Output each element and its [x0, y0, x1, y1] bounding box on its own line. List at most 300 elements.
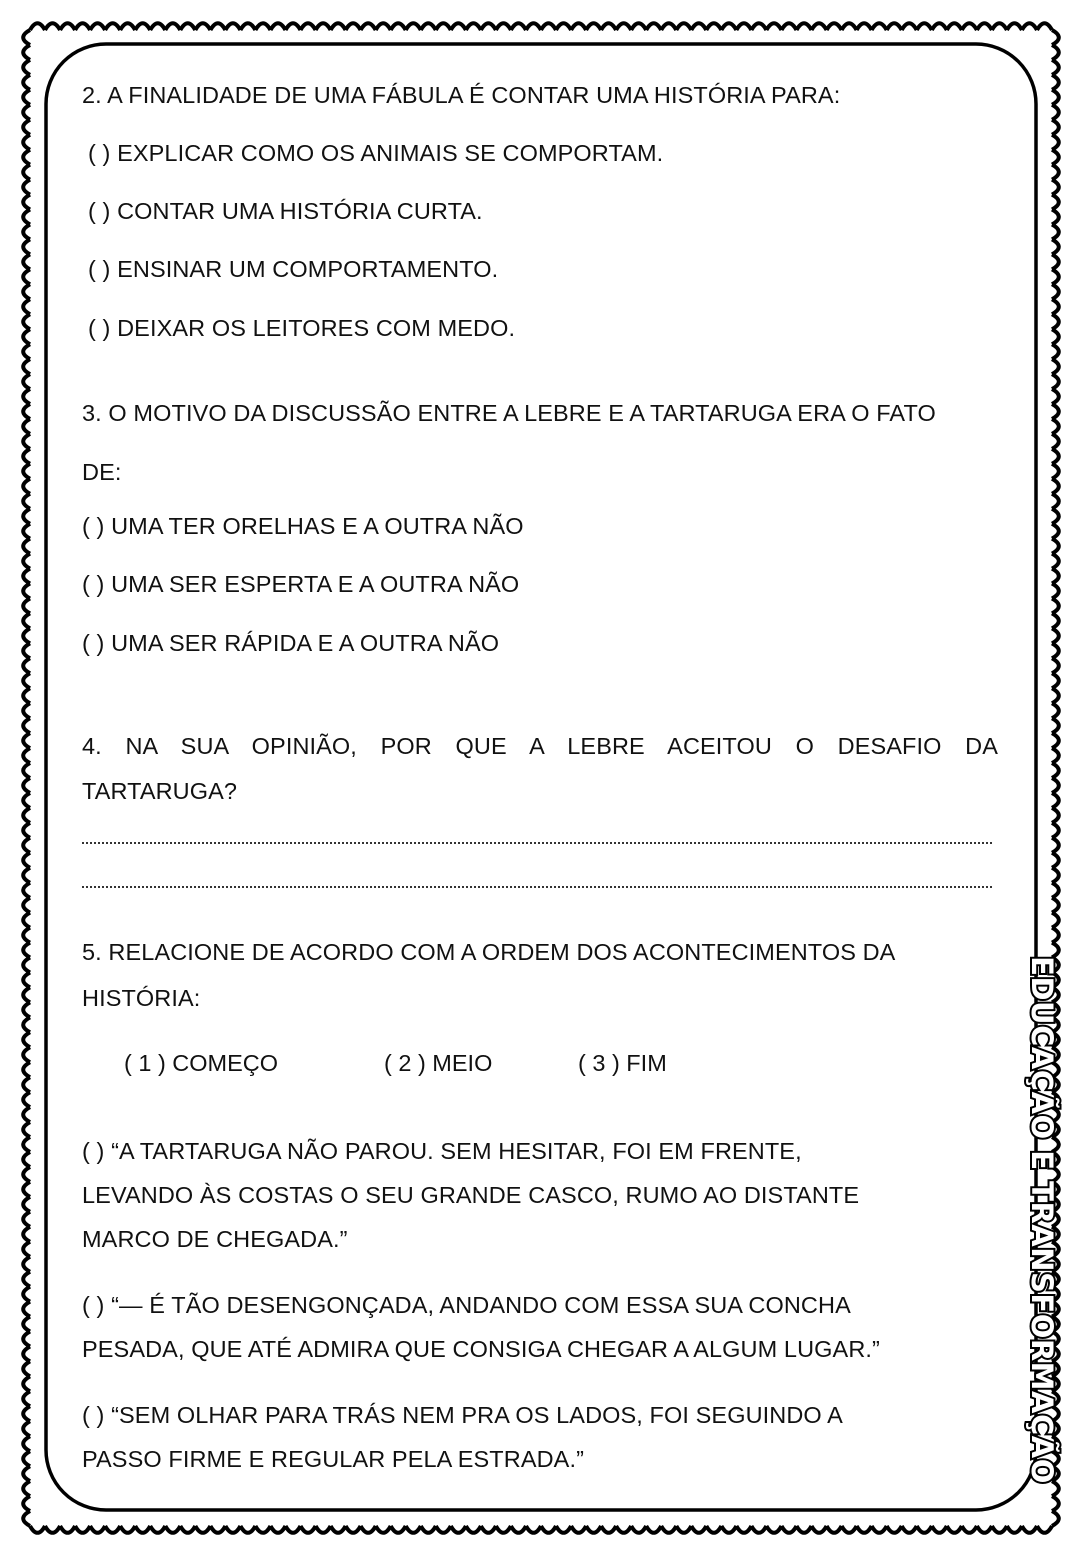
border-scallop [571, 1526, 586, 1533]
border-scallop [23, 763, 30, 778]
border-scallop [23, 344, 30, 359]
border-scallop [1052, 509, 1059, 524]
border-scallop [1052, 449, 1059, 464]
border-scallop [932, 1526, 947, 1533]
border-scallop [1052, 329, 1059, 344]
border-scallop [23, 793, 30, 808]
border-scallop [23, 329, 30, 344]
border-scallop [1052, 643, 1059, 658]
border-scallop [165, 1526, 180, 1533]
border-scallop [23, 210, 30, 225]
border-scallop [481, 23, 496, 30]
border-scallop [451, 1526, 466, 1533]
border-scallop [23, 1481, 30, 1496]
border-scallop [23, 599, 30, 614]
border-scallop [466, 1526, 481, 1533]
border-scallop [766, 23, 781, 30]
border-scallop [23, 1436, 30, 1451]
border-scallop [23, 1077, 30, 1092]
border-scallop [1052, 599, 1059, 614]
border-scallop [887, 1526, 902, 1533]
border-scallop [23, 180, 30, 195]
border-scallop [316, 1526, 331, 1533]
border-scallop [23, 60, 30, 75]
q5-key-start: ( 1 ) COMEÇO [124, 1050, 279, 1076]
border-scallop [23, 1152, 30, 1167]
border-scallop [23, 1332, 30, 1347]
border-scallop [1052, 569, 1059, 584]
border-scallop [917, 1526, 932, 1533]
border-scallop [331, 1526, 346, 1533]
q5-question-line1: 5. RELACIONE DE ACORDO COM A ORDEM DOS ACONTECIMENTOS DA [82, 939, 896, 965]
border-scallop [105, 1526, 120, 1533]
border-scallop [165, 23, 180, 30]
border-scallop [23, 239, 30, 254]
q5-excerpt-2-line2: PESADA, QUE ATÉ ADMIRA QUE CONSIGA CHEGAR A ALGUM LUGAR.” [82, 1336, 880, 1362]
border-scallop [1052, 239, 1059, 254]
border-scallop [23, 1317, 30, 1332]
border-scallop [1052, 539, 1059, 554]
border-scallop [23, 613, 30, 628]
border-scallop [917, 23, 932, 30]
border-scallop [195, 23, 210, 30]
q5-excerpt-3-line2: PASSO FIRME E REGULAR PELA ESTRADA.” [82, 1446, 585, 1472]
q3-question-line1: 3. O MOTIVO DA DISCUSSÃO ENTRE A LEBRE E A TARTARUGA ERA O FATO [82, 400, 936, 426]
border-scallop [23, 509, 30, 524]
q3-option-3[interactable]: ( ) UMA SER RÁPIDA E A OUTRA NÃO [82, 630, 500, 656]
border-scallop [646, 1526, 661, 1533]
border-scallop [872, 1526, 887, 1533]
border-scallop [1052, 778, 1059, 793]
border-scallop [1052, 494, 1059, 509]
border-scallop [586, 1526, 601, 1533]
border-scallop [361, 1526, 376, 1533]
border-scallop [887, 23, 902, 30]
border-scallop [992, 23, 1007, 30]
border-scallop [827, 1526, 842, 1533]
border-scallop [842, 23, 857, 30]
border-scallop [23, 1167, 30, 1182]
border-scallop [23, 913, 30, 928]
border-scallop [1052, 703, 1059, 718]
border-scallop [23, 1451, 30, 1466]
border-scallop [23, 703, 30, 718]
border-scallop [962, 23, 977, 30]
border-scallop [23, 1391, 30, 1406]
q2-option-4[interactable]: ( ) DEIXAR OS LEITORES COM MEDO. [88, 315, 516, 341]
border-scallop [977, 23, 992, 30]
border-scallop [23, 987, 30, 1002]
border-scallop [346, 1526, 361, 1533]
border-scallop [23, 1227, 30, 1242]
border-scallop [23, 284, 30, 299]
border-scallop [736, 1526, 751, 1533]
border-scallop [23, 1406, 30, 1421]
border-scallop [511, 1526, 526, 1533]
border-scallop [1052, 254, 1059, 269]
border-scallop [301, 1526, 316, 1533]
border-scallop [1052, 75, 1059, 90]
border-scallop [571, 23, 586, 30]
border-scallop [1052, 135, 1059, 150]
border-scallop [1052, 479, 1059, 494]
border-scallop [23, 389, 30, 404]
border-scallop [661, 23, 676, 30]
border-scallop [1052, 718, 1059, 733]
border-scallop [23, 254, 30, 269]
q4-question-line2: TARTARUGA? [82, 778, 238, 804]
border-scallop [782, 23, 797, 30]
border-scallop [210, 23, 225, 30]
border-scallop [1052, 105, 1059, 120]
border-scallop [616, 1526, 631, 1533]
border-scallop [23, 1421, 30, 1436]
border-scallop [1052, 374, 1059, 389]
border-scallop [23, 30, 30, 45]
border-scallop [23, 404, 30, 419]
border-scallop [23, 105, 30, 120]
border-scallop [23, 688, 30, 703]
border-scallop [1052, 150, 1059, 165]
border-scallop [1052, 389, 1059, 404]
border-scallop [23, 449, 30, 464]
border-scallop [23, 1466, 30, 1481]
border-scallop [23, 898, 30, 913]
border-scallop [1052, 464, 1059, 479]
border-scallop [23, 1287, 30, 1302]
border-scallop [526, 1526, 541, 1533]
border-scallop [23, 1212, 30, 1227]
border-scallop [23, 314, 30, 329]
border-scallop [436, 1526, 451, 1533]
border-scallop [391, 23, 406, 30]
border-scallop [23, 1302, 30, 1317]
border-scallop [23, 643, 30, 658]
border-scallop [1052, 584, 1059, 599]
border-scallop [526, 23, 541, 30]
q5-excerpt-2-line1[interactable]: ( ) “— É TÃO DESENGONÇADA, ANDANDO COM ESSA SUA CONCHA [82, 1292, 851, 1318]
border-scallop [23, 1272, 30, 1287]
border-scallop [240, 23, 255, 30]
q5-excerpt-1-line2: LEVANDO ÀS COSTAS O SEU GRANDE CASCO, RUMO AO DISTANTE [82, 1182, 860, 1208]
border-scallop [75, 1526, 90, 1533]
border-scallop [451, 23, 466, 30]
border-scallop [45, 1526, 60, 1533]
border-scallop [23, 1197, 30, 1212]
q5-excerpt-3-line1[interactable]: ( ) “SEM OLHAR PARA TRÁS NEM PRA OS LADOS, FOI SEGUINDO A [82, 1402, 843, 1428]
border-scallop [1052, 404, 1059, 419]
border-scallop [23, 1107, 30, 1122]
border-scallop [225, 1526, 240, 1533]
q3-option-1[interactable]: ( ) UMA TER ORELHAS E A OUTRA NÃO [82, 513, 524, 539]
border-scallop [1007, 23, 1022, 30]
border-scallop [23, 269, 30, 284]
border-scallop [481, 1526, 496, 1533]
border-scallop [75, 23, 90, 30]
border-scallop [601, 23, 616, 30]
q5-key-end: ( 3 ) FIM [578, 1050, 667, 1076]
border-scallop [23, 479, 30, 494]
border-scallop [23, 569, 30, 584]
border-scallop [1052, 60, 1059, 75]
border-scallop [90, 23, 105, 30]
border-scallop [23, 973, 30, 988]
border-scallop [1052, 165, 1059, 180]
border-scallop [150, 1526, 165, 1533]
border-scallop [782, 1526, 797, 1533]
border-scallop [271, 1526, 286, 1533]
border-scallop [23, 45, 30, 60]
border-scallop [1052, 793, 1059, 808]
border-scallop [255, 1526, 270, 1533]
border-scallop [23, 658, 30, 673]
border-scallop [23, 1347, 30, 1362]
border-scallop [556, 1526, 571, 1533]
border-scallop [286, 23, 301, 30]
border-scallop [150, 23, 165, 30]
border-scallop [376, 1526, 391, 1533]
border-scallop [23, 838, 30, 853]
border-scallop [1052, 344, 1059, 359]
border-scallop [436, 23, 451, 30]
border-scallop [466, 23, 481, 30]
border-scallop [301, 23, 316, 30]
border-scallop [376, 23, 391, 30]
border-scallop [992, 1526, 1007, 1533]
border-scallop [225, 23, 240, 30]
border-scallop [105, 23, 120, 30]
border-scallop [23, 359, 30, 374]
border-scallop [23, 494, 30, 509]
border-scallop [23, 1496, 30, 1511]
q4-answer-line-1[interactable] [82, 842, 992, 844]
border-scallop [1052, 210, 1059, 225]
border-scallop [1052, 269, 1059, 284]
border-scallop [1052, 853, 1059, 868]
border-scallop [210, 1526, 225, 1533]
border-scallop [23, 748, 30, 763]
border-scallop [1052, 763, 1059, 778]
q2-question: 2. A FINALIDADE DE UMA FÁBULA É CONTAR UMA HISTÓRIA PARA: [82, 82, 841, 108]
border-scallop [331, 23, 346, 30]
border-scallop [120, 1526, 135, 1533]
border-scallop [23, 90, 30, 105]
border-scallop [361, 23, 376, 30]
border-scallop [706, 1526, 721, 1533]
border-scallop [1052, 45, 1059, 60]
border-scallop [1052, 913, 1059, 928]
border-scallop [797, 23, 812, 30]
border-scallop [556, 23, 571, 30]
border-scallop [23, 808, 30, 823]
border-scallop [23, 868, 30, 883]
border-scallop [60, 1526, 75, 1533]
border-scallop [421, 23, 436, 30]
q5-question-line2: HISTÓRIA: [82, 985, 201, 1011]
border-scallop [541, 1526, 556, 1533]
border-scallop [1022, 1526, 1037, 1533]
border-scallop [751, 23, 766, 30]
border-scallop [947, 1526, 962, 1533]
border-scallop [797, 1526, 812, 1533]
border-scallop [30, 23, 45, 30]
brand-watermark: EDUCAÇÃO E TRANSFORMAÇÃO [1025, 956, 1059, 1484]
border-scallop [1052, 30, 1059, 45]
border-scallop [135, 23, 150, 30]
border-scallop [496, 1526, 511, 1533]
border-scallop [1052, 898, 1059, 913]
border-scallop [23, 883, 30, 898]
border-scallop [120, 23, 135, 30]
border-scallop [977, 1526, 992, 1533]
border-scallop [421, 1526, 436, 1533]
border-scallop [616, 23, 631, 30]
border-scallop [23, 1376, 30, 1391]
border-scallop [646, 23, 661, 30]
border-scallop [1052, 434, 1059, 449]
border-scallop [721, 1526, 736, 1533]
border-scallop [1052, 628, 1059, 643]
q3-option-2[interactable]: ( ) UMA SER ESPERTA E A OUTRA NÃO [82, 571, 520, 597]
border-scallop [1052, 120, 1059, 135]
border-scallop [1052, 823, 1059, 838]
border-scallop [511, 23, 526, 30]
border-scallop [661, 1526, 676, 1533]
border-scallop [1037, 23, 1052, 30]
border-scallop [23, 1047, 30, 1062]
border-scallop [240, 1526, 255, 1533]
border-scallop [23, 778, 30, 793]
border-scallop [23, 539, 30, 554]
border-scallop [23, 823, 30, 838]
q3-question-line2: DE: [82, 459, 122, 485]
q4-answer-line-2[interactable] [82, 886, 992, 888]
border-scallop [902, 1526, 917, 1533]
border-scallop [23, 1002, 30, 1017]
border-scallop [23, 673, 30, 688]
border-scallop [23, 374, 30, 389]
q2-option-1[interactable]: ( ) EXPLICAR COMO OS ANIMAIS SE COMPORTAM. [88, 140, 664, 166]
border-scallop [857, 1526, 872, 1533]
border-scallop [23, 943, 30, 958]
border-scallop [1052, 180, 1059, 195]
border-scallop [1052, 868, 1059, 883]
border-scallop [842, 1526, 857, 1533]
border-scallop [691, 1526, 706, 1533]
border-scallop [541, 23, 556, 30]
border-scallop [23, 1122, 30, 1137]
border-scallop [23, 928, 30, 943]
border-scallop [23, 464, 30, 479]
border-scallop [60, 23, 75, 30]
border-scallop [631, 1526, 646, 1533]
border-scallop [676, 23, 691, 30]
border-scallop [691, 23, 706, 30]
border-scallop [23, 1032, 30, 1047]
border-scallop [676, 1526, 691, 1533]
border-scallop [601, 1526, 616, 1533]
border-scallop [1052, 314, 1059, 329]
border-scallop [1022, 23, 1037, 30]
border-scallop [23, 1062, 30, 1077]
border-scallop [721, 23, 736, 30]
border-scallop [857, 23, 872, 30]
border-scallop [23, 1257, 30, 1272]
border-scallop [23, 434, 30, 449]
q5-excerpt-1-line1[interactable]: ( ) “A TARTARUGA NÃO PAROU. SEM HESITAR, FOI EM FRENTE, [82, 1138, 802, 1164]
border-scallop [706, 23, 721, 30]
border-scallop [23, 225, 30, 240]
border-scallop [23, 165, 30, 180]
border-scallop [1007, 1526, 1022, 1533]
border-scallop [1037, 1526, 1052, 1533]
border-scallop [1052, 284, 1059, 299]
border-scallop [1052, 225, 1059, 240]
q4-question-line1: 4. NA SUA OPINIÃO, POR QUE A LEBRE ACEITOU O DESAFIO DA [82, 733, 998, 759]
border-scallop [1052, 195, 1059, 210]
border-scallop [406, 1526, 421, 1533]
border-scallop [23, 628, 30, 643]
border-scallop [23, 1017, 30, 1032]
border-scallop [1052, 359, 1059, 374]
border-scallop [1052, 554, 1059, 569]
border-scallop [255, 23, 270, 30]
border-scallop [1052, 658, 1059, 673]
border-scallop [932, 23, 947, 30]
border-scallop [23, 584, 30, 599]
border-scallop [23, 853, 30, 868]
q5-excerpt-1-line3: MARCO DE CHEGADA.” [82, 1226, 348, 1252]
border-scallop [1052, 90, 1059, 105]
q2-option-3[interactable]: ( ) ENSINAR UM COMPORTAMENTO. [88, 256, 499, 282]
border-scallop [23, 1242, 30, 1257]
border-scallop [23, 120, 30, 135]
border-scallop [631, 23, 646, 30]
border-scallop [1052, 883, 1059, 898]
border-scallop [496, 23, 511, 30]
border-scallop [23, 524, 30, 539]
border-scallop [736, 23, 751, 30]
border-scallop [23, 733, 30, 748]
border-scallop [1052, 1511, 1059, 1526]
border-scallop [1052, 928, 1059, 943]
border-scallop [23, 419, 30, 434]
border-scallop [1052, 1496, 1059, 1511]
border-scallop [23, 554, 30, 569]
border-scallop [586, 23, 601, 30]
border-scallop [1052, 748, 1059, 763]
border-scallop [23, 1182, 30, 1197]
border-scallop [23, 135, 30, 150]
border-scallop [23, 299, 30, 314]
border-scallop [23, 150, 30, 165]
border-scallop [23, 1361, 30, 1376]
border-scallop [180, 1526, 195, 1533]
border-scallop [135, 1526, 150, 1533]
border-scallop [1052, 733, 1059, 748]
border-scallop [271, 23, 286, 30]
border-scallop [766, 1526, 781, 1533]
border-scallop [902, 23, 917, 30]
q5-key-middle: ( 2 ) MEIO [384, 1050, 493, 1076]
q2-option-2[interactable]: ( ) CONTAR UMA HISTÓRIA CURTA. [88, 198, 483, 224]
border-scallop [23, 958, 30, 973]
border-scallop [316, 23, 331, 30]
border-scallop [1052, 613, 1059, 628]
border-scallop [23, 75, 30, 90]
border-scallop [346, 23, 361, 30]
border-scallop [1052, 808, 1059, 823]
